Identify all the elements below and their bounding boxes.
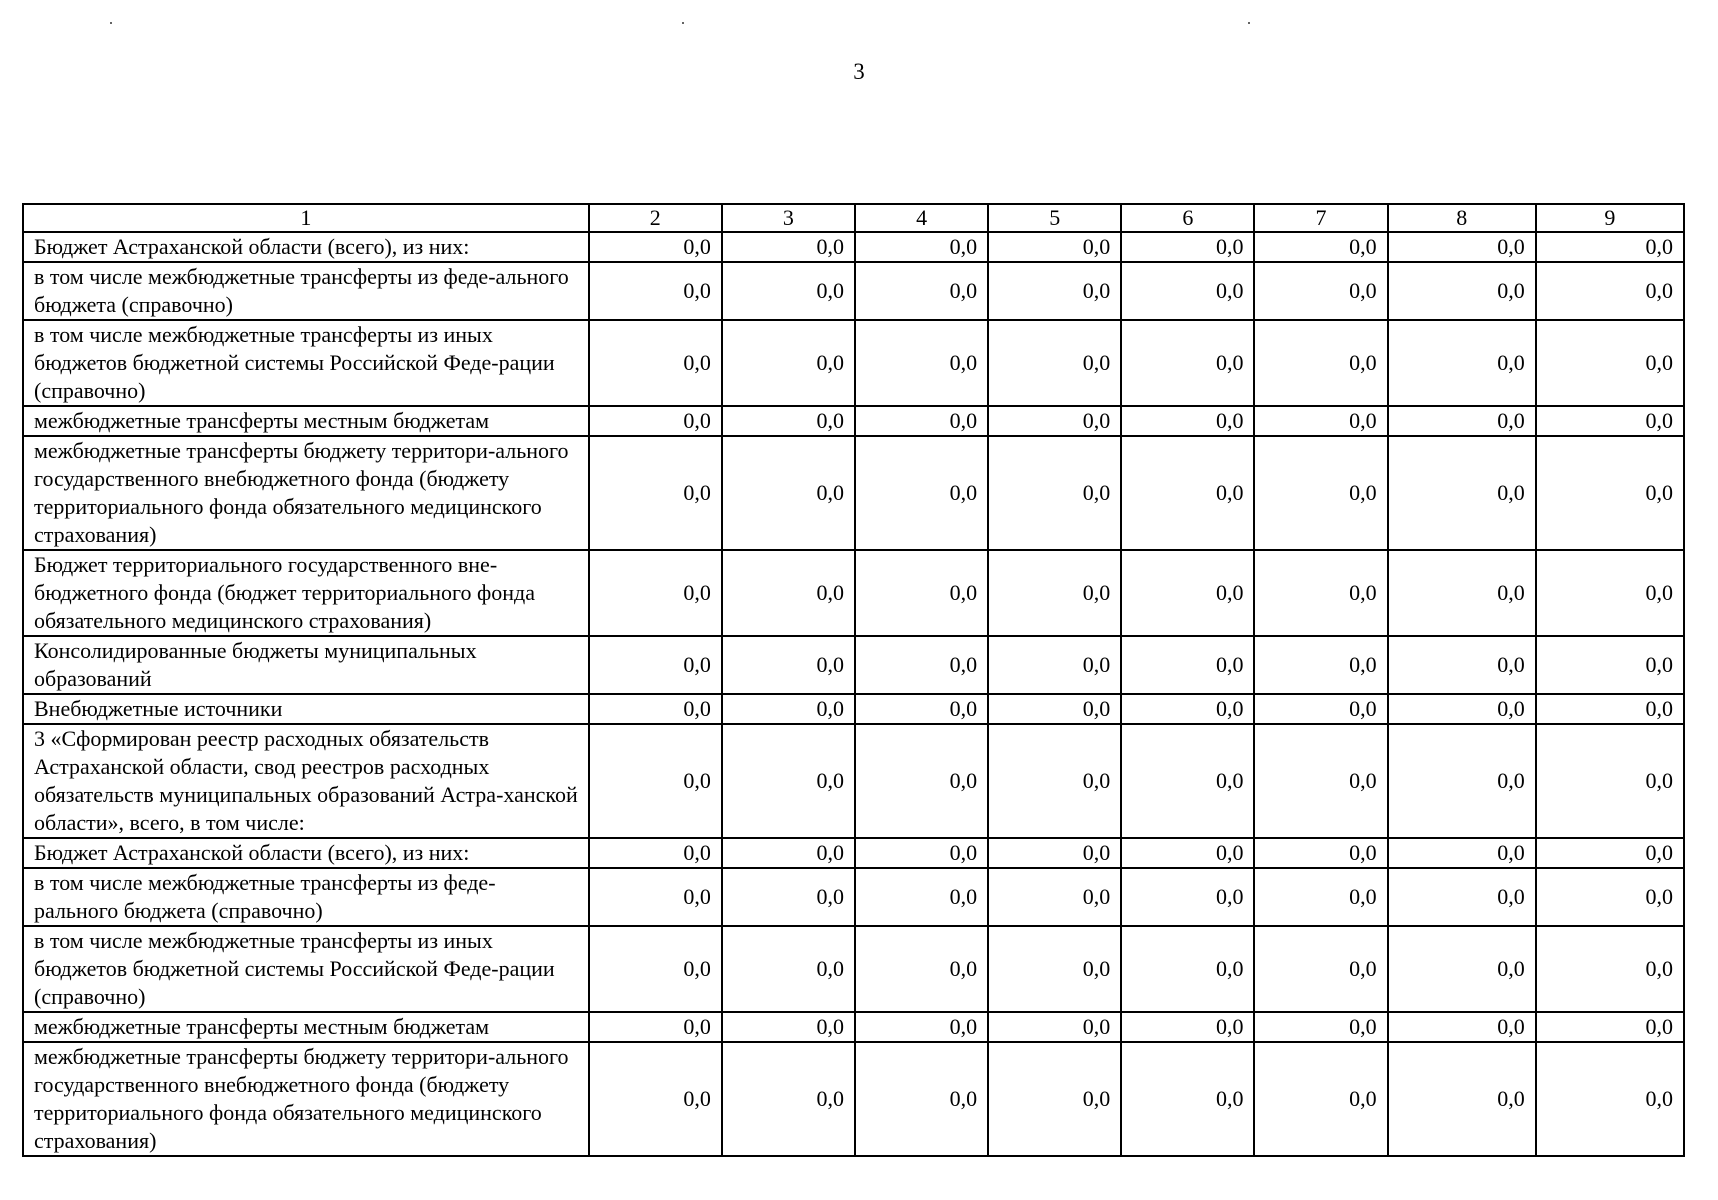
- value-cell: 0,0: [1254, 868, 1387, 926]
- value-cell: 0,0: [1388, 406, 1536, 436]
- row-label: межбюджетные трансферты местным бюджетам: [23, 406, 589, 436]
- value-cell: 0,0: [722, 724, 855, 838]
- value-cell: 0,0: [1254, 636, 1387, 694]
- value-cell: 0,0: [1388, 436, 1536, 550]
- value-cell: 0,0: [988, 868, 1121, 926]
- table-row: [23, 724, 1684, 838]
- row-label: Бюджет Астраханской области (всего), из них:: [23, 232, 589, 262]
- value-cell: 0,0: [722, 868, 855, 926]
- value-cell: 0,0: [589, 232, 722, 262]
- value-cell: 0,0: [988, 926, 1121, 1012]
- row-label: в том числе межбюджетные трансферты из феде-рального бюджета (справочно): [23, 868, 589, 926]
- row-label: Внебюджетные источники: [23, 694, 589, 724]
- table-row: [23, 1012, 1684, 1042]
- value-cell: 0,0: [1536, 1012, 1684, 1042]
- column-header: 1: [23, 204, 589, 232]
- value-cell: 0,0: [1121, 406, 1254, 436]
- table-row: [23, 436, 1684, 550]
- row-label: Консолидированные бюджеты муниципальных образований: [23, 636, 589, 694]
- value-cell: 0,0: [855, 838, 988, 868]
- value-cell: 0,0: [988, 320, 1121, 406]
- value-cell: 0,0: [1536, 868, 1684, 926]
- value-cell: 0,0: [1121, 636, 1254, 694]
- value-cell: 0,0: [589, 1042, 722, 1156]
- value-cell: 0,0: [1388, 320, 1536, 406]
- value-cell: 0,0: [1254, 406, 1387, 436]
- value-cell: 0,0: [1388, 926, 1536, 1012]
- value-cell: 0,0: [1536, 406, 1684, 436]
- value-cell: 0,0: [1254, 550, 1387, 636]
- column-header: 2: [589, 204, 722, 232]
- row-label: в том числе межбюджетные трансферты из иных бюджетов бюджетной системы Российской Феде-рации (справочно): [23, 926, 589, 1012]
- value-cell: 0,0: [1388, 232, 1536, 262]
- value-cell: 0,0: [855, 320, 988, 406]
- column-header: 7: [1254, 204, 1387, 232]
- value-cell: 0,0: [1121, 694, 1254, 724]
- value-cell: 0,0: [589, 926, 722, 1012]
- value-cell: 0,0: [855, 1042, 988, 1156]
- table-row: [23, 838, 1684, 868]
- row-label: межбюджетные трансферты бюджету территори-ального государственного внебюджетного фонда (бюджету территориального фонда обязательного медицинского страхования): [23, 436, 589, 550]
- value-cell: 0,0: [1536, 262, 1684, 320]
- value-cell: 0,0: [589, 868, 722, 926]
- value-cell: 0,0: [988, 1042, 1121, 1156]
- value-cell: 0,0: [589, 1012, 722, 1042]
- value-cell: 0,0: [855, 550, 988, 636]
- value-cell: 0,0: [589, 550, 722, 636]
- value-cell: 0,0: [589, 694, 722, 724]
- value-cell: 0,0: [1388, 694, 1536, 724]
- row-label: в том числе межбюджетные трансферты из феде-ального бюджета (справочно): [23, 262, 589, 320]
- table-row: [23, 232, 1684, 262]
- value-cell: 0,0: [1536, 926, 1684, 1012]
- value-cell: 0,0: [1388, 724, 1536, 838]
- value-cell: 0,0: [1536, 838, 1684, 868]
- value-cell: 0,0: [722, 1042, 855, 1156]
- value-cell: 0,0: [1121, 550, 1254, 636]
- table-row: [23, 926, 1684, 1012]
- value-cell: 0,0: [855, 636, 988, 694]
- value-cell: 0,0: [722, 550, 855, 636]
- column-header: 8: [1388, 204, 1536, 232]
- value-cell: 0,0: [1121, 724, 1254, 838]
- value-cell: 0,0: [722, 406, 855, 436]
- value-cell: 0,0: [722, 1012, 855, 1042]
- row-label: 3 «Сформирован реестр расходных обязательств Астраханской области, свод реестров расходных обязательств муниципальных образований Астра-ханской области», всего, в том числе:: [23, 724, 589, 838]
- value-cell: 0,0: [722, 694, 855, 724]
- table-row: [23, 1042, 1684, 1156]
- value-cell: 0,0: [1536, 1042, 1684, 1156]
- value-cell: 0,0: [589, 838, 722, 868]
- value-cell: 0,0: [589, 724, 722, 838]
- row-label: межбюджетные трансферты местным бюджетам: [23, 1012, 589, 1042]
- scan-speck: [1248, 22, 1250, 24]
- value-cell: 0,0: [1388, 1042, 1536, 1156]
- value-cell: 0,0: [988, 262, 1121, 320]
- value-cell: 0,0: [988, 724, 1121, 838]
- value-cell: 0,0: [722, 262, 855, 320]
- value-cell: 0,0: [1388, 838, 1536, 868]
- value-cell: 0,0: [1254, 436, 1387, 550]
- value-cell: 0,0: [1536, 694, 1684, 724]
- value-cell: 0,0: [855, 694, 988, 724]
- value-cell: 0,0: [855, 1012, 988, 1042]
- value-cell: 0,0: [1536, 724, 1684, 838]
- value-cell: 0,0: [1254, 1012, 1387, 1042]
- value-cell: 0,0: [988, 694, 1121, 724]
- value-cell: 0,0: [1536, 320, 1684, 406]
- value-cell: 0,0: [1121, 262, 1254, 320]
- row-label: межбюджетные трансферты бюджету территори-ального государственного внебюджетного фонда (бюджету территориального фонда обязательного медицинского страхования): [23, 1042, 589, 1156]
- value-cell: 0,0: [1254, 320, 1387, 406]
- value-cell: 0,0: [589, 320, 722, 406]
- column-header: 4: [855, 204, 988, 232]
- value-cell: 0,0: [722, 320, 855, 406]
- column-header: 6: [1121, 204, 1254, 232]
- row-label: Бюджет Астраханской области (всего), из них:: [23, 838, 589, 868]
- table-row: [23, 406, 1684, 436]
- value-cell: 0,0: [589, 406, 722, 436]
- value-cell: 0,0: [589, 436, 722, 550]
- value-cell: 0,0: [1254, 838, 1387, 868]
- value-cell: 0,0: [1536, 436, 1684, 550]
- value-cell: 0,0: [988, 406, 1121, 436]
- value-cell: 0,0: [1254, 232, 1387, 262]
- value-cell: 0,0: [722, 232, 855, 262]
- column-header: 5: [988, 204, 1121, 232]
- value-cell: 0,0: [1388, 868, 1536, 926]
- value-cell: 0,0: [1388, 636, 1536, 694]
- value-cell: 0,0: [1121, 436, 1254, 550]
- table-row: [23, 550, 1684, 636]
- scan-speck: [682, 22, 684, 24]
- value-cell: 0,0: [855, 436, 988, 550]
- table-body: [23, 232, 1684, 1156]
- value-cell: 0,0: [1121, 868, 1254, 926]
- value-cell: 0,0: [722, 838, 855, 868]
- value-cell: 0,0: [1388, 550, 1536, 636]
- value-cell: 0,0: [988, 232, 1121, 262]
- row-label: Бюджет территориального государственного вне-бюджетного фонда (бюджет территориального фонда обязательного медицинского страхования): [23, 550, 589, 636]
- value-cell: 0,0: [855, 262, 988, 320]
- value-cell: 0,0: [988, 436, 1121, 550]
- page-number: 3: [853, 59, 865, 84]
- value-cell: 0,0: [1254, 262, 1387, 320]
- value-cell: 0,0: [855, 232, 988, 262]
- value-cell: 0,0: [1254, 926, 1387, 1012]
- row-label: в том числе межбюджетные трансферты из иных бюджетов бюджетной системы Российской Феде-рации (справочно): [23, 320, 589, 406]
- table-row: [23, 262, 1684, 320]
- value-cell: 0,0: [1121, 1042, 1254, 1156]
- value-cell: 0,0: [1121, 1012, 1254, 1042]
- value-cell: 0,0: [1121, 838, 1254, 868]
- value-cell: 0,0: [855, 406, 988, 436]
- header-row: [23, 204, 1684, 232]
- value-cell: 0,0: [1536, 636, 1684, 694]
- value-cell: 0,0: [722, 436, 855, 550]
- value-cell: 0,0: [855, 868, 988, 926]
- value-cell: 0,0: [855, 724, 988, 838]
- value-cell: 0,0: [1254, 1042, 1387, 1156]
- table-row: [23, 320, 1684, 406]
- column-header: 9: [1536, 204, 1684, 232]
- scan-speck: [110, 22, 112, 24]
- value-cell: 0,0: [589, 636, 722, 694]
- value-cell: 0,0: [988, 1012, 1121, 1042]
- value-cell: 0,0: [1388, 262, 1536, 320]
- value-cell: 0,0: [589, 262, 722, 320]
- value-cell: 0,0: [988, 838, 1121, 868]
- value-cell: 0,0: [1536, 232, 1684, 262]
- value-cell: 0,0: [1121, 320, 1254, 406]
- value-cell: 0,0: [1536, 550, 1684, 636]
- value-cell: 0,0: [855, 926, 988, 1012]
- budget-table: [22, 203, 1685, 1157]
- value-cell: 0,0: [988, 636, 1121, 694]
- value-cell: 0,0: [1121, 926, 1254, 1012]
- column-header: 3: [722, 204, 855, 232]
- value-cell: 0,0: [1121, 232, 1254, 262]
- value-cell: 0,0: [1388, 1012, 1536, 1042]
- value-cell: 0,0: [1254, 724, 1387, 838]
- value-cell: 0,0: [988, 550, 1121, 636]
- table-row: [23, 694, 1684, 724]
- table-row: [23, 868, 1684, 926]
- table-row: [23, 636, 1684, 694]
- value-cell: 0,0: [722, 926, 855, 1012]
- value-cell: 0,0: [722, 636, 855, 694]
- value-cell: 0,0: [1254, 694, 1387, 724]
